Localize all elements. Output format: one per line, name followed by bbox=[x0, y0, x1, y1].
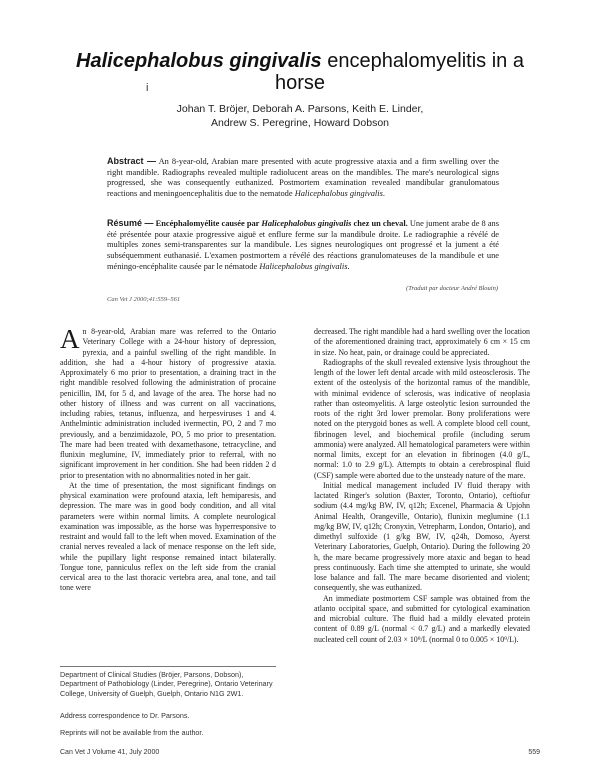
paragraph bbox=[60, 324, 276, 481]
abstract-label: Abstract — bbox=[107, 156, 156, 166]
footnote-affiliation: Department of Clinical Studies (Bröjer, Parsons, Dobson), Department of Pathobiology (Linder, Peregrine), Ontario Veterinary College, University of Guelph, Guelph, Ontario N1G 2W1. bbox=[60, 670, 273, 698]
abstract bbox=[107, 156, 499, 200]
resume-subtitle-species: Halicephalobus gingivalis bbox=[261, 219, 352, 228]
right-paragraph-4: An immediate postmortem CSF sample was obtained from the atlanto occipital space, and submitted for cytological examination and microbial culture. The fluid had a mildly elevated protein content of 0.89 g/L (normal < 0.7 g/L) and a markedly elevated nucleated cell count of 2.03 × 10⁹/L (normal 0 to 0.005 × 10⁹/L). bbox=[314, 593, 530, 644]
right-paragraph-3: Initial medical management included IV fluid therapy with lactated Ringer's solution (Baxter, Toronto, Ontario), ceftiofur sodium (4.4 mg/kg BW, IV, q12h; Excenel, Pharmacia & Upjohn Animal Health, Orangeville, Ontario), flunixin meglumine (1.1 mg/kg BW, IV, q12h; Cronyxin, Vetrepharm, London, Ontario), and dimethyl sulfoxide (1 g/kg BW, IV, q24h, Domoso, Ayerst Veterinary Laboratories, Guelph, Ontario). During the following 20 h, the mare became progressively more ataxic and began to head press continuously. Each time she attempted to urinate, she would lose balance and fall. The mare became disoriented and violent; consequently, she was euthanized. bbox=[314, 480, 530, 593]
resume bbox=[107, 218, 499, 273]
authors-line-1: Johan T. Bröjer, Deborah A. Parsons, Keith E. Linder, bbox=[176, 103, 424, 115]
drop-cap: A bbox=[60, 324, 80, 354]
abstract-text-a: An 8-year-old, Arabian mare presented with acute progressive ataxia and a firm swelling over the right mandible. Radiographs revealed multiple radiolucent areas on the mandibles. The mare's neurological signs progressed, she was consequently euthanized. Postmortem examination revealed mandibular granulomatous reactions and meningoencephalitis due to the nematode bbox=[107, 157, 499, 199]
resume-text-b: . bbox=[347, 261, 350, 271]
translator-credit: (Traduit par docteur André Blouin) bbox=[406, 285, 498, 292]
citation: Can Vet J 2000;41:559–561 bbox=[107, 296, 181, 303]
right-paragraph-2: Radiographs of the skull revealed extensive lysis throughout the length of the lower left dental arcade with mild osteosclerosis. The extent of the osteolysis of the horizontal ramus of the mandible, with minimal evidence of sclerosis, was indicative of neoplasia rather than osteomyelitis. A large osteolytic lesion surrounded the roots of the right 3rd lower premolar. Bony proliferations were noted on the pterygoid bones as well. A complete blood cell count, fibrinogen level, and biochemical profile (including serum ammonia) were analyzed. All hematological parameters were within normal limits, except for an elevation in fibrinogen (4.0 g/L, normal: 1.0 to 2.9 g/L). Attempts to obtain a cerebrospinal fluid (CSF) sample were aborted due to the unsteady nature of the mare. bbox=[314, 357, 530, 480]
resume-species: Halicephalobus gingivalis bbox=[259, 261, 348, 271]
right-column bbox=[314, 327, 530, 645]
article-title bbox=[60, 50, 540, 94]
abstract-text-b: . bbox=[382, 189, 385, 199]
left-paragraph-2: At the time of presentation, the most significant findings on physical examination were profound ataxia, left hemiparesis, and depression. The mare was in good body condition, and all vital parameters were within normal limits. A complete neurological examination was impossible, as the horse was hyperresponsive to restraint and would fall to the left when moved. Examination of the cranial nerves revealed a lack of menace response on the left side, while the pupillary light response remained intact bilaterally. Tongue tone, panniculus reflex on the left side from the cranial cervical area to the last thoracic vertebra area, anal tone, and tail tone were bbox=[60, 480, 276, 593]
title-rest: encephalomyelitis in a horse bbox=[274, 50, 524, 94]
footnote-correspondence: Address correspondence to Dr. Parsons. bbox=[60, 711, 190, 720]
right-paragraph-1: decreased. The right mandible had a hard swelling over the location of the aforementioned draining tract, approximately 6 cm × 15 cm in size. No heat, pain, or drainage could be appreciated. bbox=[314, 327, 530, 357]
resume-subtitle-b: chez un cheval. bbox=[351, 219, 408, 228]
resume-label: Résumé — bbox=[107, 218, 154, 228]
author-list bbox=[60, 102, 540, 130]
title-species: Halicephalobus gingivalis bbox=[76, 50, 322, 72]
footnote-reprints: Reprints will not be available from the author. bbox=[60, 728, 204, 737]
journal-footer: Can Vet J Volume 41, July 2000 bbox=[60, 749, 160, 756]
abstract-species: Halicephalobus gingivalis bbox=[294, 189, 383, 199]
text-cursor-icon: i bbox=[146, 82, 149, 94]
authors-line-2: Andrew S. Peregrine, Howard Dobson bbox=[210, 117, 389, 129]
footnote-divider bbox=[60, 666, 276, 667]
resume-subtitle-a: Encéphalomyélite causée par bbox=[153, 219, 262, 228]
left-column bbox=[60, 324, 276, 594]
left-paragraph-1: n 8-year-old, Arabian mare was referred to the Ontario Veterinary College with a 24-hour history of depression, pyrexia, and a painful swelling of the right mandible. In addition, she had a 4-hour history of progressive ataxia. Approximately 6 mo prior to presentation, a draining tract in the right mandible resolved following the administration of procaine penicillin, IM, for 5 d, and lavage of the area. The horse had no other history of illness and was current on all vaccinations, including rabies, tetanus, influenza, and herpesviruses 1 and 4. Anthelmintic administration included ivermectin, PO, 2 and 7 mo previously, and a benzimidazole, PO, 5 mo prior to presentation. The mare had been treated with dexamethasone, tetracycline, and flunixin meglumine, IV, immediately prior to referral, with no significant improvement in her condition. She had been ridden 2 d prior to presentation with no abnormalities noted in her gait. bbox=[60, 327, 276, 480]
resume-text-a: Une jument arabe de 8 ans été présentée pour ataxie progressive aiguë et enflure ferme sur la mandibule droite. Le radiographie a révélé de multiples zones semi-transparentes sur la mandibule. Les signes neurologiques ont progressé et la jument a été subséquemment euthanasié. L'examen postmortem a révélé des réactions granulomateuses de la mandibule et une méningo-encéphalite causée par le nématode bbox=[107, 219, 499, 271]
page-number: 559 bbox=[528, 749, 540, 756]
